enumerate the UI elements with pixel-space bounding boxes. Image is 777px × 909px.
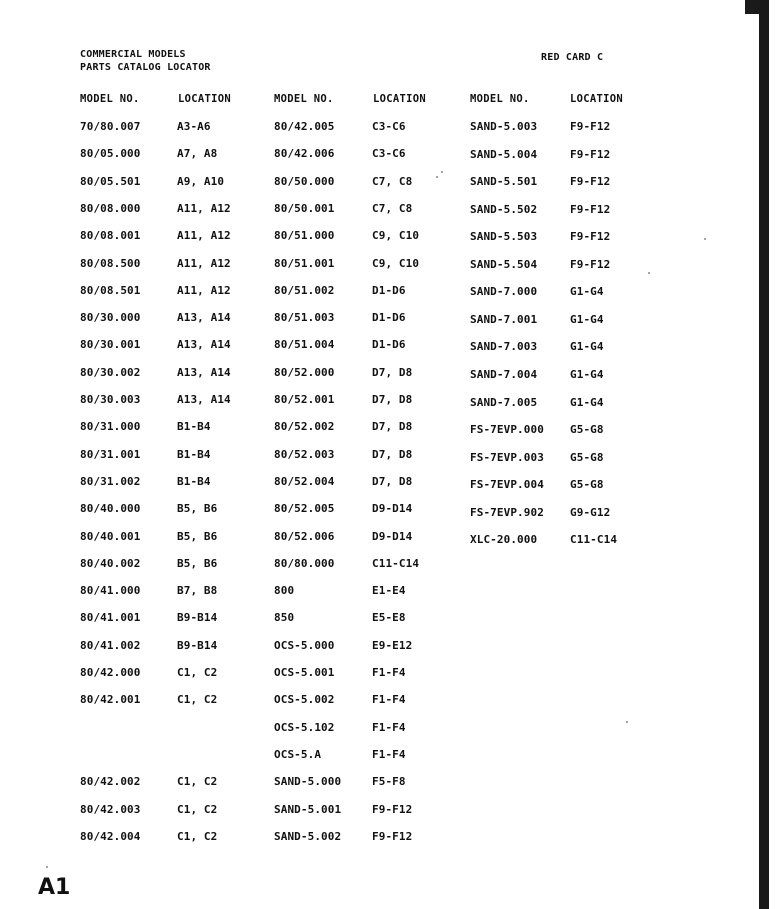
model-number-cell: 80/41.001 xyxy=(80,611,141,624)
location-cell: B9-B14 xyxy=(177,639,218,652)
model-number-cell: FS-7EVP.000 xyxy=(470,423,544,436)
location-cell: F5-F8 xyxy=(372,775,406,788)
model-number-cell: 80/52.003 xyxy=(274,448,335,461)
model-number-cell: SAND-5.503 xyxy=(470,230,538,243)
location-cell: G1-G4 xyxy=(570,340,604,353)
scan-speck xyxy=(648,272,650,274)
location-cell: E1-E4 xyxy=(372,584,406,597)
location-cell: G1-G4 xyxy=(570,313,604,326)
location-cell: F1-F4 xyxy=(372,748,406,761)
title-line-1: COMMERCIAL MODELS xyxy=(80,49,186,60)
location-cell: G5-G8 xyxy=(570,478,604,491)
location-cell: C11-C14 xyxy=(372,557,420,570)
model-number-cell: 80/42.001 xyxy=(80,693,141,706)
model-number-cell: SAND-7.003 xyxy=(470,340,538,353)
location-cell: A11, A12 xyxy=(177,257,231,270)
model-number-cell: 80/40.001 xyxy=(80,530,141,543)
location-cell: D7, D8 xyxy=(372,475,413,488)
location-cell: A13, A14 xyxy=(177,393,231,406)
location-cell: B1-B4 xyxy=(177,420,211,433)
col2-model-header: MODEL NO. xyxy=(274,93,334,105)
location-cell: F9-F12 xyxy=(570,148,611,161)
location-cell: B9-B14 xyxy=(177,611,218,624)
location-cell: D9-D14 xyxy=(372,502,413,515)
model-number-cell: 80/08.500 xyxy=(80,257,141,270)
location-cell: F1-F4 xyxy=(372,721,406,734)
model-number-cell: 800 xyxy=(274,584,295,597)
model-number-cell: SAND-5.501 xyxy=(470,175,538,188)
page-number: A1 xyxy=(38,875,71,900)
model-number-cell: SAND-5.002 xyxy=(274,830,342,843)
scan-speck xyxy=(704,238,706,240)
model-number-cell: 80/08.000 xyxy=(80,202,141,215)
model-number-cell: SAND-7.000 xyxy=(470,285,538,298)
model-number-cell: 80/42.000 xyxy=(80,666,141,679)
location-cell: E5-E8 xyxy=(372,611,406,624)
location-cell: F9-F12 xyxy=(570,120,611,133)
location-cell: G9-G12 xyxy=(570,506,611,519)
model-number-cell: 80/52.004 xyxy=(274,475,335,488)
location-cell: C1, C2 xyxy=(177,803,218,816)
model-number-cell: SAND-7.005 xyxy=(470,396,538,409)
location-cell: A11, A12 xyxy=(177,284,231,297)
model-number-cell: 80/52.005 xyxy=(274,502,335,515)
location-cell: D7, D8 xyxy=(372,366,413,379)
model-number-cell: FS-7EVP.003 xyxy=(470,451,544,464)
location-cell: F9-F12 xyxy=(570,258,611,271)
location-cell: B1-B4 xyxy=(177,448,211,461)
scan-speck xyxy=(626,721,628,723)
model-number-cell: 80/50.001 xyxy=(274,202,335,215)
location-cell: D1-D6 xyxy=(372,284,406,297)
col1-model-header: MODEL NO. xyxy=(80,93,140,105)
model-number-cell: 80/42.004 xyxy=(80,830,141,843)
model-number-cell: 80/41.002 xyxy=(80,639,141,652)
page-edge-corner xyxy=(745,0,763,14)
location-cell: D7, D8 xyxy=(372,448,413,461)
location-cell: A3-A6 xyxy=(177,120,211,133)
location-cell: B5, B6 xyxy=(177,530,218,543)
model-number-cell: 80/42.003 xyxy=(80,803,141,816)
location-cell: G1-G4 xyxy=(570,285,604,298)
location-cell: F1-F4 xyxy=(372,666,406,679)
location-cell: G5-G8 xyxy=(570,423,604,436)
location-cell: C1, C2 xyxy=(177,666,218,679)
model-number-cell: 80/05.000 xyxy=(80,147,141,160)
col2-location-header: LOCATION xyxy=(373,93,426,105)
card-label: RED CARD C xyxy=(541,52,604,63)
location-cell: C7, C8 xyxy=(372,202,413,215)
location-cell: F1-F4 xyxy=(372,693,406,706)
location-cell: A11, A12 xyxy=(177,229,231,242)
location-cell: F9-F12 xyxy=(570,203,611,216)
model-number-cell: 80/51.003 xyxy=(274,311,335,324)
location-cell: C3-C6 xyxy=(372,147,406,160)
model-number-cell: 80/52.000 xyxy=(274,366,335,379)
location-cell: D9-D14 xyxy=(372,530,413,543)
model-number-cell: 80/50.000 xyxy=(274,175,335,188)
catalog-title xyxy=(80,48,211,74)
location-cell: G1-G4 xyxy=(570,396,604,409)
model-number-cell: 80/30.001 xyxy=(80,338,141,351)
model-number-cell: SAND-5.004 xyxy=(470,148,538,161)
model-number-cell: 80/42.006 xyxy=(274,147,335,160)
model-number-cell: 80/31.001 xyxy=(80,448,141,461)
location-cell: F9-F12 xyxy=(372,803,413,816)
col3-model-header: MODEL NO. xyxy=(470,93,530,105)
location-cell: B1-B4 xyxy=(177,475,211,488)
model-number-cell: 80/08.501 xyxy=(80,284,141,297)
location-cell: B5, B6 xyxy=(177,502,218,515)
model-number-cell: 80/31.000 xyxy=(80,420,141,433)
location-cell: D1-D6 xyxy=(372,338,406,351)
model-number-cell: 80/51.004 xyxy=(274,338,335,351)
model-number-cell: 80/42.002 xyxy=(80,775,141,788)
model-number-cell: FS-7EVP.902 xyxy=(470,506,544,519)
model-number-cell: 80/51.002 xyxy=(274,284,335,297)
location-cell: F9-F12 xyxy=(570,175,611,188)
location-cell: C1, C2 xyxy=(177,693,218,706)
model-number-cell: 80/05.501 xyxy=(80,175,141,188)
model-number-cell: SAND-5.504 xyxy=(470,258,538,271)
model-number-cell: SAND-5.003 xyxy=(470,120,538,133)
location-cell: D7, D8 xyxy=(372,393,413,406)
location-cell: D1-D6 xyxy=(372,311,406,324)
model-number-cell: XLC-20.000 xyxy=(470,533,538,546)
scan-speck xyxy=(436,176,438,178)
location-cell: A11, A12 xyxy=(177,202,231,215)
location-cell: D7, D8 xyxy=(372,420,413,433)
scan-speck xyxy=(441,171,443,173)
model-number-cell: SAND-7.004 xyxy=(470,368,538,381)
location-cell: C1, C2 xyxy=(177,830,218,843)
title-line-2: PARTS CATALOG LOCATOR xyxy=(80,62,211,73)
location-cell: C1, C2 xyxy=(177,775,218,788)
model-number-cell: 80/52.006 xyxy=(274,530,335,543)
location-cell: G1-G4 xyxy=(570,368,604,381)
model-number-cell: 80/41.000 xyxy=(80,584,141,597)
location-cell: A9, A10 xyxy=(177,175,225,188)
model-number-cell: 80/30.000 xyxy=(80,311,141,324)
location-cell: E9-E12 xyxy=(372,639,413,652)
location-cell: A13, A14 xyxy=(177,338,231,351)
model-number-cell: 80/30.003 xyxy=(80,393,141,406)
location-cell: A13, A14 xyxy=(177,366,231,379)
model-number-cell: OCS-5.102 xyxy=(274,721,335,734)
model-number-cell: 80/40.002 xyxy=(80,557,141,570)
model-number-cell: 80/08.001 xyxy=(80,229,141,242)
location-cell: A13, A14 xyxy=(177,311,231,324)
location-cell: C9, C10 xyxy=(372,257,420,270)
model-number-cell: 80/30.002 xyxy=(80,366,141,379)
model-number-cell: SAND-5.000 xyxy=(274,775,342,788)
model-number-cell: 80/52.002 xyxy=(274,420,335,433)
col3-location-header: LOCATION xyxy=(570,93,623,105)
location-cell: G5-G8 xyxy=(570,451,604,464)
location-cell: A7, A8 xyxy=(177,147,218,160)
location-cell: C3-C6 xyxy=(372,120,406,133)
location-cell: C9, C10 xyxy=(372,229,420,242)
page-edge-shadow xyxy=(759,0,769,909)
location-cell: F9-F12 xyxy=(570,230,611,243)
model-number-cell: FS-7EVP.004 xyxy=(470,478,544,491)
model-number-cell: OCS-5.002 xyxy=(274,693,335,706)
model-number-cell: 80/80.000 xyxy=(274,557,335,570)
location-cell: B7, B8 xyxy=(177,584,218,597)
model-number-cell: 80/52.001 xyxy=(274,393,335,406)
model-number-cell: 70/80.007 xyxy=(80,120,141,133)
location-cell: C11-C14 xyxy=(570,533,618,546)
model-number-cell: 80/40.000 xyxy=(80,502,141,515)
model-number-cell: OCS-5.A xyxy=(274,748,322,761)
model-number-cell: SAND-5.001 xyxy=(274,803,342,816)
scan-speck xyxy=(46,866,48,868)
model-number-cell: 850 xyxy=(274,611,295,624)
location-cell: C7, C8 xyxy=(372,175,413,188)
model-number-cell: SAND-7.001 xyxy=(470,313,538,326)
col1-location-header: LOCATION xyxy=(178,93,231,105)
location-cell: B5, B6 xyxy=(177,557,218,570)
model-number-cell: OCS-5.001 xyxy=(274,666,335,679)
location-cell: F9-F12 xyxy=(372,830,413,843)
model-number-cell: 80/31.002 xyxy=(80,475,141,488)
model-number-cell: SAND-5.502 xyxy=(470,203,538,216)
model-number-cell: OCS-5.000 xyxy=(274,639,335,652)
model-number-cell: 80/42.005 xyxy=(274,120,335,133)
model-number-cell: 80/51.000 xyxy=(274,229,335,242)
model-number-cell: 80/51.001 xyxy=(274,257,335,270)
